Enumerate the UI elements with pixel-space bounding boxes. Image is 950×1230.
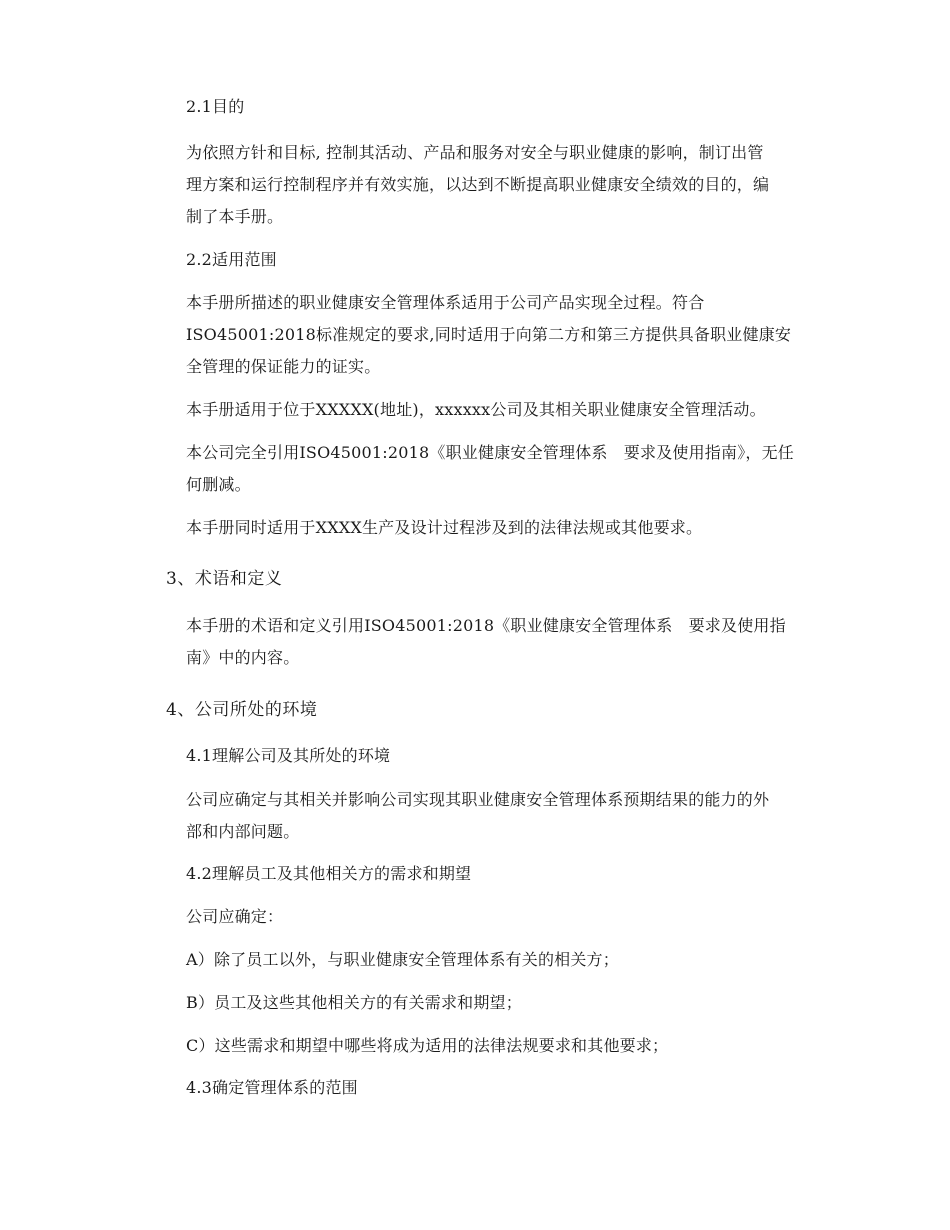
para-2-2-3-line-1: 本公司完全引用ISO45001:2018《职业健康安全管理体系 要求及使用指南》，无任 bbox=[186, 443, 795, 462]
para-2-1-line-1: 为依照方针和目标, 控制其活动、产品和服务对安全与职业健康的影响，制订出管 bbox=[186, 143, 764, 162]
para-2-2-1-line-1: 本手册所描述的职业健康安全管理体系适用于公司产品实现全过程。符合 bbox=[186, 293, 705, 312]
list-item-c: C）这些需求和期望中哪些将成为适用的法律法规要求和其他要求； bbox=[186, 1036, 669, 1055]
para-3-line-2: 南》中的内容。 bbox=[186, 648, 300, 667]
list-item-a: A）除了员工以外，与职业健康安全管理体系有关的相关方； bbox=[186, 950, 619, 969]
para-2-2-1-line-2: ISO45001:2018标准规定的要求,同时适用于向第二方和第三方提供具备职业健康安 bbox=[186, 325, 792, 344]
para-2-1-line-3: 制了本手册。 bbox=[186, 207, 284, 226]
heading-3: 3、术语和定义 bbox=[166, 569, 283, 589]
para-2-2-3-line-2: 何删减。 bbox=[186, 475, 251, 494]
para-2-1-line-2: 理方案和运行控制程序并有效实施，以达到不断提高职业健康安全绩效的目的，编 bbox=[186, 175, 770, 194]
para-3-line-1: 本手册的术语和定义引用ISO45001:2018《职业健康安全管理体系 要求及使用指 bbox=[186, 616, 786, 635]
heading-4-1: 4.1理解公司及其所处的环境 bbox=[186, 746, 391, 765]
heading-2-1: 2.1目的 bbox=[186, 97, 245, 116]
heading-4-3: 4.3确定管理体系的范围 bbox=[186, 1078, 358, 1097]
para-4-1-line-2: 部和内部问题。 bbox=[186, 822, 300, 841]
heading-4-2: 4.2理解员工及其他相关方的需求和期望 bbox=[186, 864, 472, 883]
para-4-2-intro: 公司应确定： bbox=[186, 907, 284, 926]
para-4-1-line-1: 公司应确定与其相关并影响公司实现其职业健康安全管理体系预期结果的能力的外 bbox=[186, 790, 770, 809]
para-2-2-1-line-3: 全管理的保证能力的证实。 bbox=[186, 357, 381, 376]
heading-2-2: 2.2适用范围 bbox=[186, 250, 277, 269]
para-2-2-4: 本手册同时适用于XXXX生产及设计过程涉及到的法律法规或其他要求。 bbox=[186, 518, 703, 537]
list-item-b: B）员工及这些其他相关方的有关需求和期望； bbox=[186, 993, 522, 1012]
para-2-2-2: 本手册适用于位于XXXXX(地址)，xxxxxx公司及其相关职业健康安全管理活动。 bbox=[186, 400, 766, 419]
heading-4: 4、公司所处的环境 bbox=[166, 700, 318, 720]
